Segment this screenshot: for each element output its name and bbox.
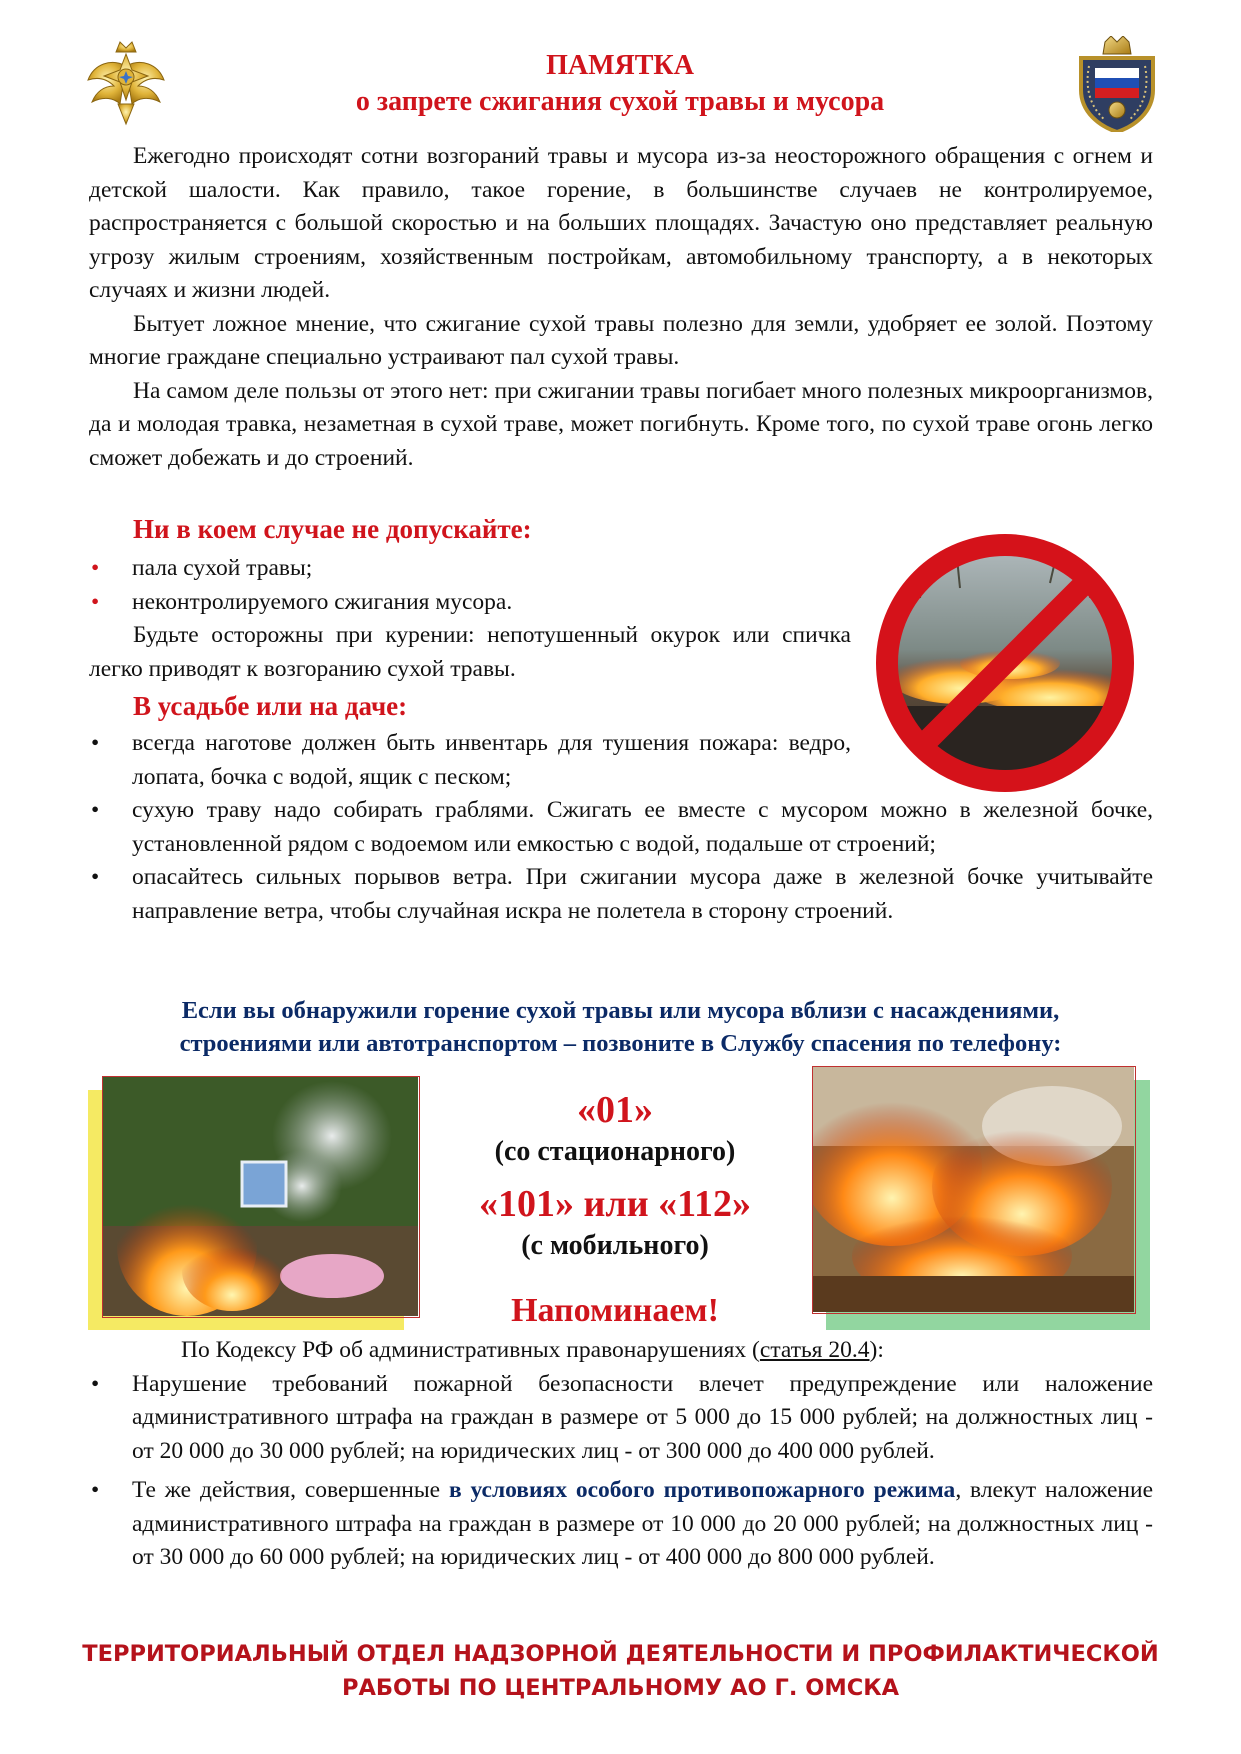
page-subtitle: о запрете сжигания сухой травы и мусора	[355, 86, 885, 117]
bullet-dot-icon: •	[91, 588, 100, 615]
mobile-number: «101» или «112»	[478, 1183, 751, 1225]
prohibit-heading: Ни в коем случае не допускайте:	[133, 514, 532, 544]
footer	[60, 1637, 1181, 1705]
bullet-dot-icon: •	[91, 1477, 100, 1503]
fire-supervision-emblem-icon	[1075, 36, 1159, 132]
intro-paragraph-1: Ежегодно происходят сотни возгораний травы и мусора из-за неосторожного обращения с огнем и детской шалости. Как правило, такое горение, в большинстве случаев не контролируемое, распространяется с большой скоростью и на больших площадях. Зачастую оно представляет реальную угрозу жилым строениям, хозяйственным постройкам, автомобильному транспорту, а в некоторых случаях и жизни людей.	[89, 143, 1153, 303]
intro-section	[89, 140, 1153, 475]
landline-note: (со стационарного)	[494, 1136, 736, 1167]
no-burning-sign-icon	[870, 528, 1140, 798]
list-item: • неконтролируемого сжигания мусора.	[89, 586, 851, 620]
special-regime-highlight: в условиях особого противопожарного режима	[448, 1477, 956, 1503]
list-item: • Нарушение требований пожарной безопасности влечет предупреждение или наложение административного штрафа на граждан в размере от 5 000 до 15 000 рублей; на должностных лиц - от 20 000 до 30 000 рублей; на юридических лиц - от 300 000 до 400 000 рублей.	[89, 1368, 1153, 1469]
smoking-note: Будьте осторожны при курении: непотушенный окурок или спичка легко приводят к возгоранию сухой травы.	[89, 622, 851, 682]
landline-number: «01»	[577, 1089, 653, 1131]
garden-heading: В усадьбе или на даче:	[133, 691, 408, 721]
bullet-dot-icon: •	[91, 1370, 100, 1397]
photo-grass-fire-frame	[812, 1066, 1150, 1330]
mobile-note: (с мобильного)	[521, 1230, 709, 1261]
list-item: • сухую траву надо собирать граблями. Сжигать ее вместе с мусором можно в железной бочке, установленной рядом с водоемом или емкостью с водой, подальше от строений;	[89, 794, 1153, 861]
prohibit-list	[89, 552, 851, 619]
reminder-intro: По Кодексу РФ об административных правонарушениях (статья 20.4):	[181, 1337, 884, 1363]
title-block	[250, 48, 990, 120]
list-item: • пала сухой травы;	[89, 552, 851, 586]
bullet-dot-icon: •	[91, 555, 100, 581]
footer-line-2: РАБОТЫ ПО ЦЕНТРАЛЬНОМУ АО Г. ОМСКА	[341, 1675, 900, 1701]
list-item: • опасайтесь сильных порывов ветра. При сжигании мусора даже в железной бочке учитывайте направление ветра, чтобы случайная искра не полетела в сторону строений.	[89, 861, 1153, 928]
call-heading: Если вы обнаружили горение сухой травы или мусора вблизи с насаждениями, строениями или автотранспортом – позвоните в Службу спасения по телефону:	[179, 997, 1062, 1057]
page-title: ПАМЯТКА	[546, 50, 694, 81]
bullet-dot-icon: •	[91, 864, 100, 890]
intro-paragraph-3: На самом деле пользы от этого нет: при сжигании травы погибает много полезных микроорганизмов, да и молодая травка, незаметная в сухой траве, может погибнуть. Кроме того, по сухой траве огонь легко сможет добежать и до строений.	[89, 377, 1153, 471]
bullet-dot-icon: •	[91, 797, 100, 823]
emercom-emblem-icon	[86, 36, 166, 128]
intro-paragraph-2: Бытует ложное мнение, что сжигание сухой травы полезно для земли, удобряет ее золой. Поэтому многие граждане специально устраивают пал сухой травы.	[89, 310, 1153, 370]
bullet-dot-icon: •	[91, 730, 100, 756]
phone-block	[440, 1088, 790, 1266]
footer-line-1: ТЕРРИТОРИАЛЬНЫЙ ОТДЕЛ НАДЗОРНОЙ ДЕЯТЕЛЬНОСТИ И ПРОФИЛАКТИЧЕСКОЙ	[82, 1641, 1159, 1667]
penalty-list	[89, 1368, 1153, 1575]
prohibit-section	[89, 552, 851, 686]
article-link[interactable]: статья 20.4	[759, 1337, 870, 1363]
list-item: • всегда наготове должен быть инвентарь для тушения пожара: ведро, лопата, бочка с водой, ящик с песком;	[89, 727, 851, 794]
photo-burning-trash-frame	[88, 1076, 418, 1330]
reminder-heading: Напоминаем!	[511, 1292, 719, 1329]
reminder-section	[89, 1334, 1153, 1575]
list-item: • Те же действия, совершенные в условиях особого противопожарного режима, влекут наложение административного штрафа на граждан в размере от 10 000 до 20 000 рублей; на должностных лиц - от 30 000 до 60 000 рублей; на юридических лиц - от 400 000 до 800 000 рублей.	[89, 1474, 1153, 1575]
